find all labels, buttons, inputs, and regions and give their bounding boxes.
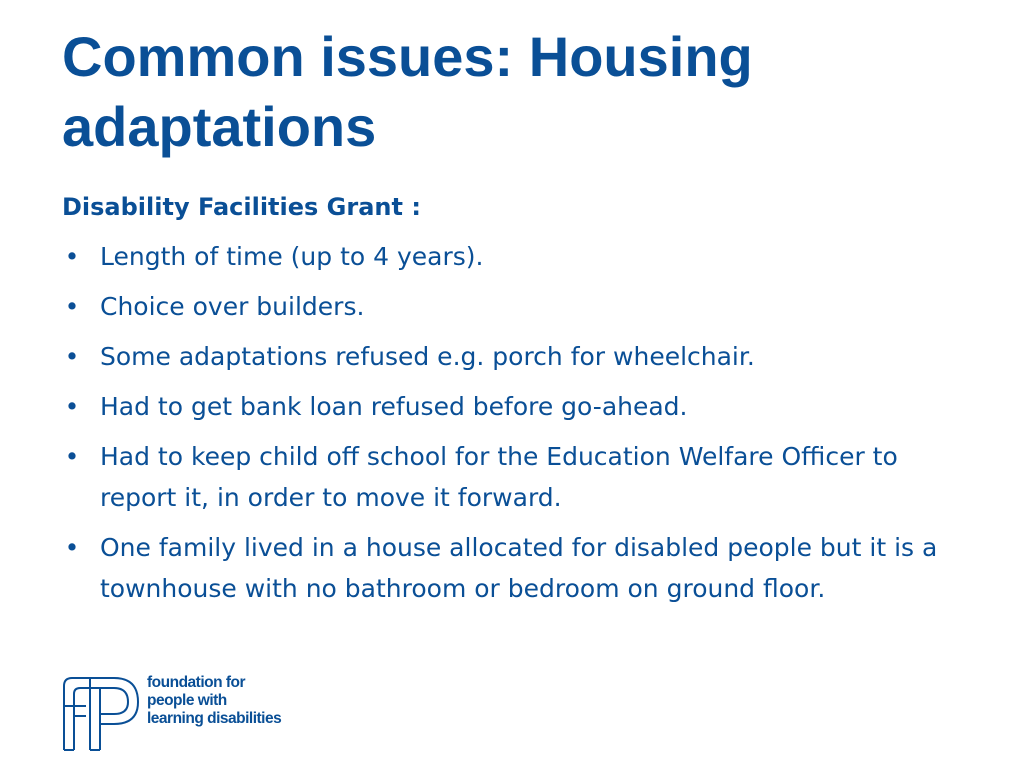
list-item	[62, 436, 962, 518]
list-item	[62, 386, 962, 427]
fpld-logo-icon	[60, 672, 142, 752]
list-item	[62, 336, 962, 377]
logo-line: learning disabilities	[147, 710, 282, 727]
logo-line: people with	[147, 692, 227, 709]
bullet-text: Choice over builders.	[100, 292, 365, 321]
bullet-list	[62, 236, 962, 618]
organisation-logo	[60, 668, 320, 754]
subheading: Disability Facilities Grant :	[62, 193, 421, 221]
bullet-icon: •	[64, 392, 80, 421]
bullet-icon: •	[64, 242, 80, 271]
list-item	[62, 286, 962, 327]
bullet-icon: •	[64, 342, 80, 371]
bullet-text: One family lived in a house allocated for disabled people but it is a townhouse with no bathroom or bedroom on ground floor.	[100, 533, 938, 603]
bullet-text: Length of time (up to 4 years).	[100, 242, 484, 271]
bullet-text: Had to get bank loan refused before go-ahead.	[100, 392, 688, 421]
list-item	[62, 236, 962, 277]
bullet-icon: •	[64, 533, 80, 562]
bullet-text: Had to keep child off school for the Education Welfare Officer to report it, in order to move it forward.	[100, 442, 898, 512]
slide-title: Common issues: Housing adaptations	[62, 25, 753, 158]
logo-wordmark	[147, 674, 281, 728]
list-item	[62, 527, 962, 609]
bullet-text: Some adaptations refused e.g. porch for wheelchair.	[100, 342, 755, 371]
bullet-icon: •	[64, 292, 80, 321]
logo-line: foundation for	[147, 674, 246, 691]
bullet-icon: •	[64, 442, 80, 471]
